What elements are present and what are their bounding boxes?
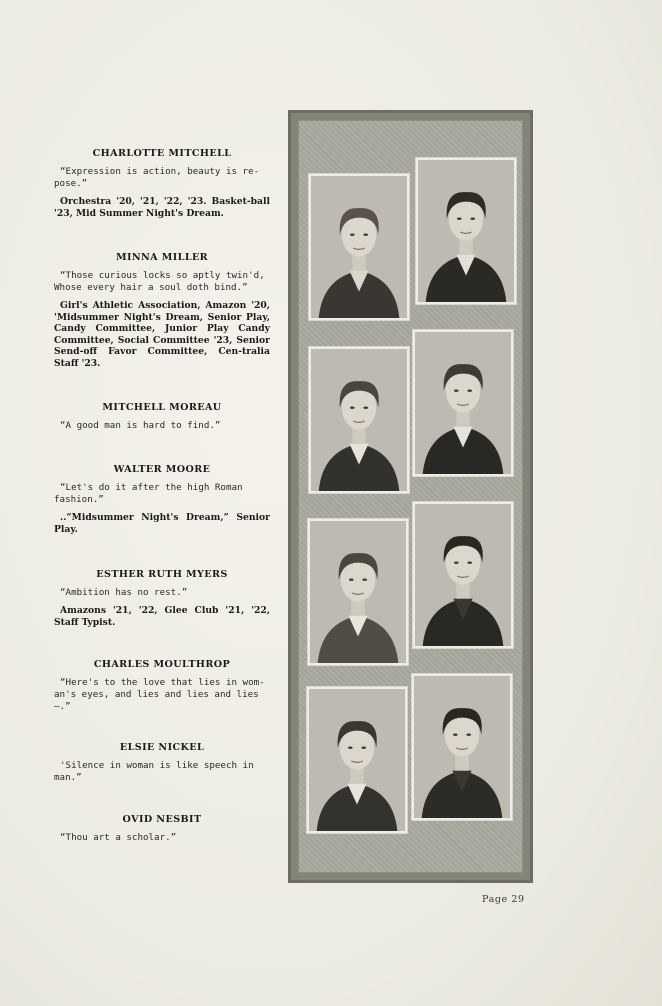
portrait-image <box>311 176 407 318</box>
senior-activities: Girl's Athletic Association, Amazon '20, 'Midsummer Night's Dream, Senior Play, Candy Committee, Junior Play Candy Committee, Social Committee '23, Senior Send-off Favor Committee, Cen-tralia Staff '23. <box>54 300 270 369</box>
senior-activities: Orchestra '20, '21, '22, '23. Basket-ball '23, Mid Summer Night's Dream. <box>54 196 270 219</box>
portrait-eye <box>363 406 368 408</box>
portrait-eye <box>350 233 355 235</box>
portrait-photo <box>413 502 513 648</box>
senior-quote: “A good man is hard to find.” <box>60 420 221 431</box>
senior-name: MINNA MILLER <box>115 252 209 263</box>
portrait-eye <box>467 561 472 563</box>
senior-quote: “Expression is action, beauty is re-pose.” <box>54 166 260 189</box>
portrait-image <box>414 676 510 818</box>
senior-name: CHARLES MOULTHROP <box>93 659 231 670</box>
senior-name: ESTHER RUTH MYERS <box>96 569 228 580</box>
portrait-image <box>311 349 407 491</box>
senior-name: OVID NESBIT <box>122 814 202 825</box>
portrait-eye <box>457 217 462 219</box>
senior-name: MITCHELL MOREAU <box>102 402 222 413</box>
portrait-photo <box>308 519 408 665</box>
portrait-eye <box>361 746 366 748</box>
portrait-panel <box>288 110 533 883</box>
portrait-image <box>309 689 405 831</box>
portrait-eye <box>362 578 367 580</box>
portrait-eye <box>454 389 459 391</box>
senior-entry <box>54 814 270 850</box>
portrait-eye <box>453 733 458 735</box>
senior-quote: “Here's to the love that lies in wom-an's eyes, and lies and lies and lies —.” <box>54 677 265 712</box>
senior-quote: “Thou art a scholar.” <box>60 832 177 843</box>
senior-entry <box>54 569 270 628</box>
senior-quote: “Those curious locks so aptly twin'd, Whose every hair a soul doth bind.” <box>54 270 265 293</box>
portrait-eye <box>363 233 368 235</box>
senior-entry <box>54 659 270 719</box>
senior-entry <box>54 252 270 369</box>
portrait-photo <box>307 687 407 833</box>
senior-entry <box>54 148 270 219</box>
portrait-photo <box>416 158 516 304</box>
senior-quote: 'Silence in woman is like speech in man.” <box>54 760 254 783</box>
senior-entry <box>54 464 270 535</box>
senior-activities: ..“Midsummer Night's Dream,” Senior Play. <box>54 512 270 535</box>
portrait-eye <box>350 406 355 408</box>
portrait-eye <box>470 217 475 219</box>
senior-quote: “Ambition has no rest.” <box>60 587 188 598</box>
senior-quote: “Let's do it after the high Roman fashion.” <box>54 482 243 505</box>
portrait-image <box>418 160 514 302</box>
portrait-photo <box>413 330 513 476</box>
portrait-photo <box>309 174 409 320</box>
portrait-eye <box>349 578 354 580</box>
page-number: Page 29 <box>482 894 525 905</box>
portrait-image <box>415 332 511 474</box>
portrait-eye <box>454 561 459 563</box>
portrait-image <box>310 521 406 663</box>
portrait-eye <box>348 746 353 748</box>
senior-entry <box>54 742 270 790</box>
senior-entry <box>54 402 270 438</box>
portrait-photo <box>309 347 409 493</box>
portrait-eye <box>467 389 472 391</box>
portrait-eye <box>466 733 471 735</box>
senior-name: WALTER MOORE <box>113 464 211 475</box>
portrait-image <box>415 504 511 646</box>
senior-name: CHARLOTTE MITCHELL <box>92 148 232 159</box>
senior-activities: Amazons '21, '22, Glee Club '21, '22, Staff Typist. <box>54 605 270 628</box>
portrait-photo <box>412 674 512 820</box>
senior-name: ELSIE NICKEL <box>119 742 205 753</box>
